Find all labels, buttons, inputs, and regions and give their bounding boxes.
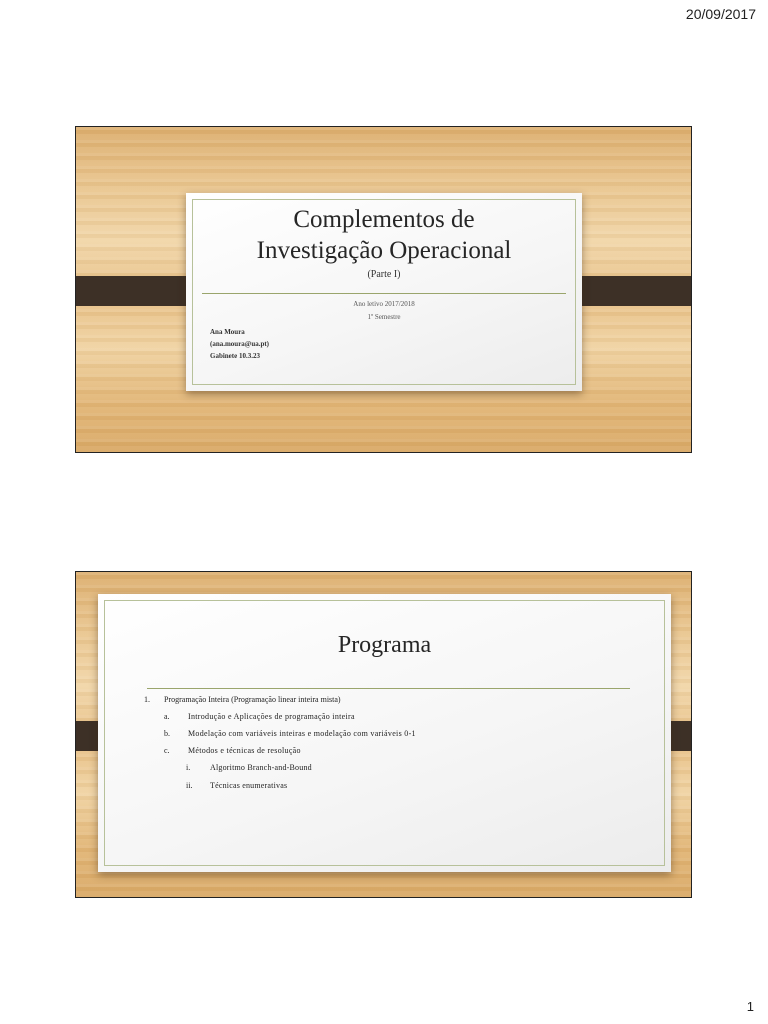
divider	[147, 688, 630, 689]
title-line-2: Investigação Operacional	[256, 237, 512, 264]
slide-subtitle: (Parte I)	[367, 269, 401, 280]
slide-thumbnail-2	[75, 571, 692, 898]
author-name: Ana Moura	[210, 328, 245, 336]
slide-title: Programa	[337, 632, 432, 658]
author-block	[210, 326, 269, 362]
page-number: 1	[746, 999, 754, 1014]
title-card	[186, 193, 582, 391]
divider	[202, 293, 566, 294]
slide-title	[186, 204, 582, 266]
title-line-1: Complementos de	[293, 206, 475, 233]
author-email: (ana.moura@ua.pt)	[210, 340, 270, 348]
decorative-bar-left	[76, 276, 188, 306]
decorative-bar-right	[567, 276, 691, 306]
semester: 1º Semestre	[367, 313, 401, 321]
office: Gabinete 10.3.23	[210, 352, 260, 360]
academic-year: Ano letivo 2017/2018	[353, 300, 415, 308]
slide-thumbnail-1	[75, 126, 692, 453]
print-date: 20/09/2017	[685, 6, 756, 22]
content-card: Programa 1. Programação Inteira (Programação linear inteira mista) a. Introdução e Aplicações de programação inteira b. Modelação com variáveis inteiras e modelação com variáveis 0-1 c. Métodos e técnicas de resolução i. Algoritmo Branch-and-Bound ii. Técnicas enumerativas	[98, 594, 671, 872]
